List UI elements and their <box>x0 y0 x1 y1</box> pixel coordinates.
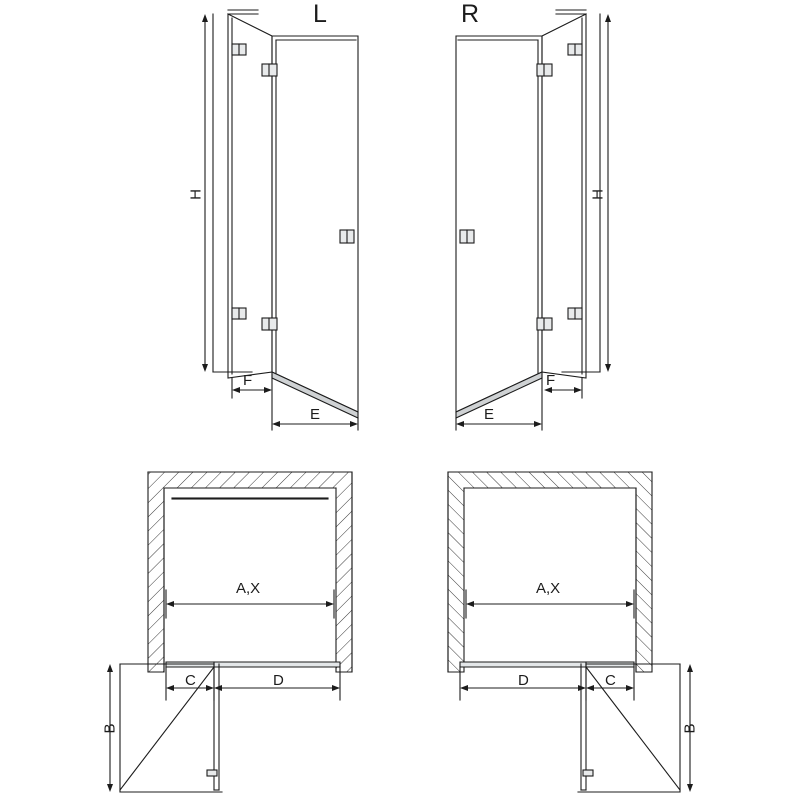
dim-label-c-left: C <box>185 672 196 689</box>
variant-label-left: L <box>313 0 328 28</box>
dim-label-ax-left: A,X <box>236 580 261 597</box>
plan-left-group <box>107 472 352 792</box>
dim-label-h-left: H <box>187 189 205 200</box>
dim-label-h-right: H <box>589 189 607 200</box>
dim-label-d-right: D <box>518 672 529 689</box>
dim-label-c-right: C <box>605 672 616 689</box>
dim-label-f-left: F <box>243 372 253 389</box>
elevation-right-group <box>456 10 611 430</box>
dim-label-e-right: E <box>484 406 495 423</box>
dim-label-ax-right: A,X <box>536 580 561 597</box>
dim-label-e-left: E <box>310 406 321 423</box>
elevation-left-group <box>202 10 358 430</box>
dim-label-b-right: B <box>681 723 699 734</box>
dim-label-d-left: D <box>273 672 284 689</box>
dim-label-f-right: F <box>546 372 556 389</box>
dim-label-b-left: B <box>101 723 119 734</box>
plan-right-group <box>448 472 693 792</box>
variant-label-right: R <box>461 0 481 28</box>
